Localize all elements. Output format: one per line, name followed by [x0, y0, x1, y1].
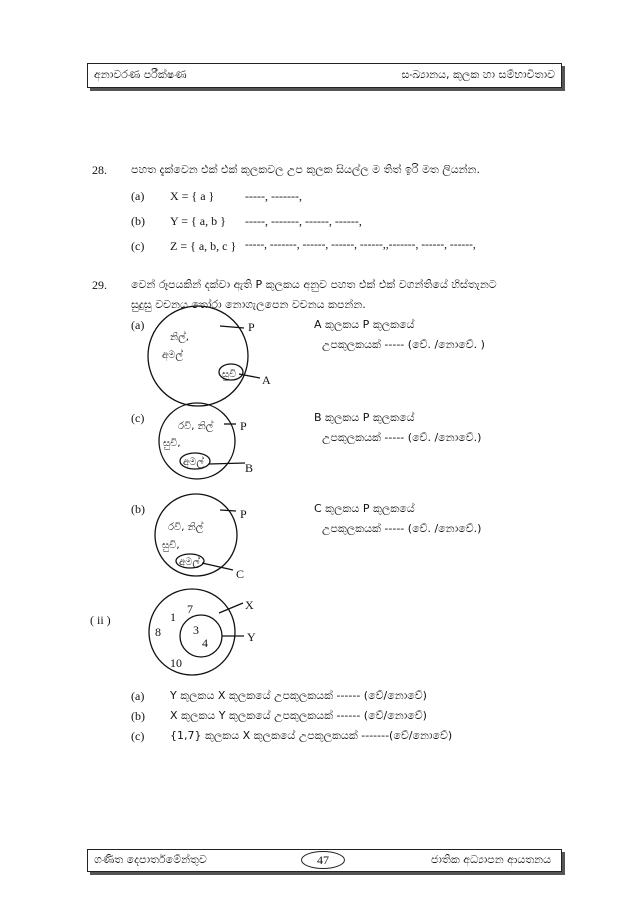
q29b-stmt1: C කුලකය P කුලකයේ	[314, 502, 415, 515]
venn-c-inner-pointer	[209, 463, 245, 464]
venn-ii-element-10: 10	[170, 656, 182, 670]
q29ii-b-label: (b)	[131, 709, 145, 723]
venn-c-word-1: රවි, නිල්	[178, 421, 214, 432]
q29a-label: (a)	[131, 318, 145, 332]
q29ii-c-label: (c)	[131, 729, 145, 743]
header-right: සංඛ්‍යානය, කුලක හා සම්භාවිතාව	[401, 68, 555, 81]
q29ii-a-label: (a)	[131, 689, 145, 703]
venn-c-inner-word: අමල්	[183, 457, 204, 468]
q28a-label: (a)	[131, 189, 145, 203]
venn-c-outer-label: P	[240, 419, 247, 433]
q28b-blanks: -----, -------, ------, ------,	[245, 214, 362, 228]
footer-right: ජාතික අධ්‍යාපන ආයතනය	[430, 853, 551, 866]
venn-b-inner-label: C	[236, 567, 245, 581]
page-footer	[87, 849, 562, 872]
q29ii-a-text: Y කුලකය X කුලකයේ උපකුලකයක් ------ (වේ/නොවේ)	[170, 689, 427, 702]
venn-ii-inner-label: Y	[247, 630, 256, 644]
venn-b-inner-pointer	[202, 563, 233, 570]
venn-a-word-2: අමල්	[162, 350, 183, 361]
q28c-set: Z = { a, b, c }	[170, 239, 237, 253]
q29ii-c-text: {1,7} කුලකය X කුලකයේ උපකුලකයක් -------(වේ/නොවේ)	[170, 729, 453, 742]
q28a-blanks: -----, -------,	[245, 189, 302, 203]
footer-left: ගණිත දෙපාර්තමේන්තුව	[94, 853, 207, 866]
venn-a-inner-label: A	[262, 373, 271, 387]
q29-line2: සුදුසු වචනය තෝරා නොගැලපෙන වචනය කපන්න.	[131, 298, 366, 311]
venn-ii-outer-pointer	[219, 603, 243, 613]
q28b-set: Y = { a, b }	[170, 214, 226, 228]
page-number: 47	[301, 851, 345, 869]
venn-a-outer-label: P	[248, 320, 255, 334]
venn-a-outer-pointer	[220, 326, 244, 328]
venn-b-inner-word: අමල්	[179, 557, 200, 568]
venn-ii-element-7: 7	[187, 602, 193, 616]
venn-ii-outer-label: X	[245, 598, 254, 612]
venn-c-word-2: සුචි,	[163, 438, 181, 449]
venn-b-word-2: සුචි,	[162, 540, 180, 551]
q29b-label: (b)	[131, 502, 145, 516]
q28c-label: (c)	[131, 239, 145, 253]
venn-ii-inner-circle	[180, 615, 222, 657]
venn-c-inner-label: B	[245, 461, 254, 475]
venn-b-outer-pointer	[220, 510, 236, 511]
venn-ii-element-8: 8	[155, 625, 161, 639]
q29a-stmt1: A කුලකය P කුලකයේ	[314, 318, 415, 331]
q29c-stmt1: B කුලකය P කුලකයේ	[314, 411, 415, 424]
venn-ii-element-1: 1	[170, 610, 176, 624]
venn-b-word-1: රවි, නිල්	[168, 522, 204, 533]
venn-b-outer-label: P	[240, 507, 247, 521]
q29-line1: වෙන් රූපයකින් දක්වා ඇති P කුලකය අනුව පහත එක් එක් වගන්තියේ හිස්තැනට	[131, 278, 497, 291]
q29b-stmt2: උපකුලකයක් ----- (වේ. /නොවේ.)	[322, 522, 482, 535]
q29a-stmt2: උපකුලකයක් ----- (වේ. /නොවේ. )	[322, 338, 485, 351]
q28b-label: (b)	[131, 214, 145, 228]
q29c-label: (c)	[131, 411, 145, 425]
venn-ii-element-4: 4	[202, 636, 208, 650]
q28-number: 28.	[92, 163, 107, 177]
q29ii-b-text: X කුලකය Y කුලකයේ උපකුලකයක් ------ (වේ/නොවේ)	[170, 709, 427, 722]
q28c-blanks: -----, -------, ------, ------, ------,,-------, ------, ------,	[245, 239, 476, 251]
venn-ii-element-3: 3	[193, 623, 199, 637]
q29c-stmt2: උපකුලකයක් ----- (වේ. /නොවේ.)	[322, 431, 482, 444]
q29ii-label: ( ii )	[90, 613, 111, 627]
venn-a-inner-word: සුචි	[222, 369, 237, 380]
q28a-set: X = { a }	[170, 189, 215, 203]
venn-a-word-1: නිල්,	[170, 332, 189, 343]
header-left: අනාවරණ පරීක්ෂණ	[94, 68, 187, 81]
q29-number: 29.	[92, 278, 107, 292]
q28-text: පහත දැක්වෙන එක් එක් කුලකවල උප කුලක සියල්ල ම තිත් ඉරි මත ලියන්න.	[131, 163, 480, 176]
